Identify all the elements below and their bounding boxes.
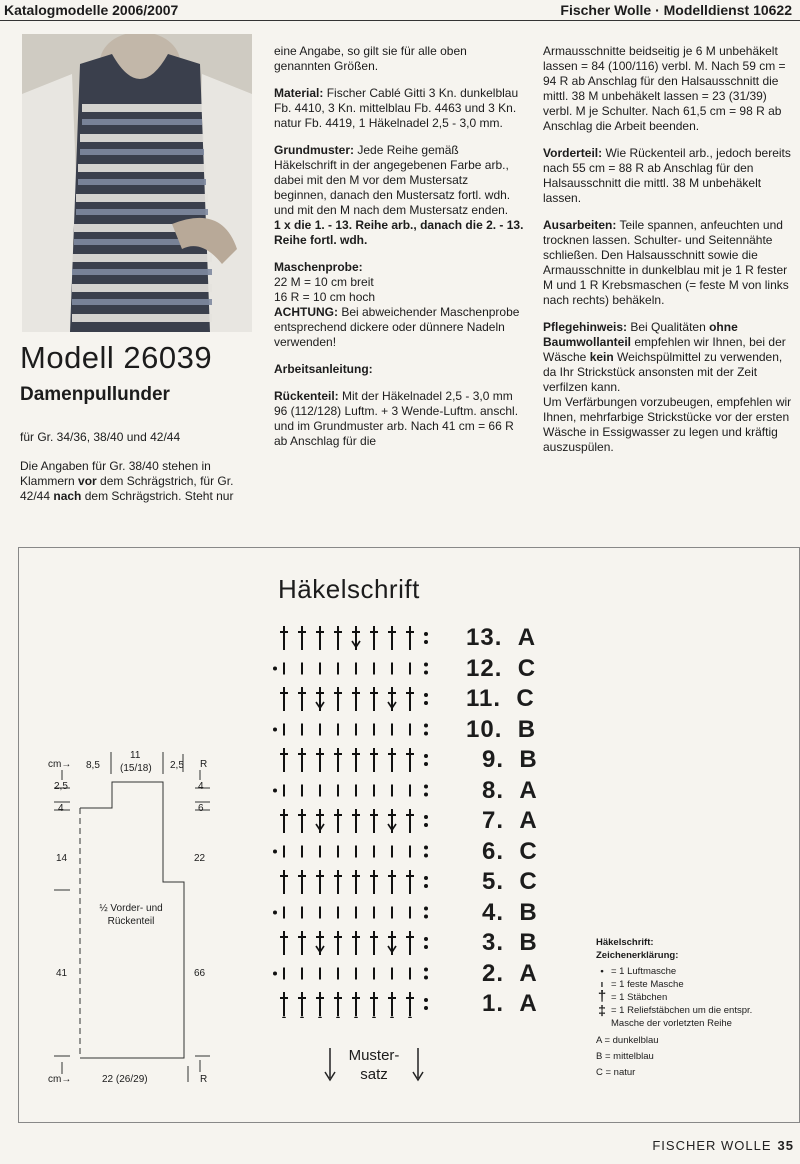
crochet-chart (270, 618, 450, 1018)
row-label: 12. C (466, 654, 537, 682)
row-label: 11. C (466, 685, 535, 712)
dot-icon: • (600, 966, 604, 977)
chart-row-2 (273, 968, 428, 980)
model-subtitle: Damenpullunder (20, 384, 170, 405)
schematic-r-bottom: R (200, 1074, 208, 1085)
bar-icon: ı (600, 979, 604, 990)
intro-text: eine Angabe, so gilt sie für alle oben genannten Größen. (274, 44, 467, 73)
dagger-icon: † (597, 988, 607, 1005)
schematic-r66: 66 (194, 968, 206, 979)
legend-a: A = dunkelblau (596, 1035, 659, 1046)
chart-row-9 (280, 748, 428, 772)
ausarbeiten-paragraph: Ausarbeiten: Teile spannen, anfeuchten und trocknen lassen. Schulter- und Seitennähte schließen. Den Halsausschnitt sowie die Armausschnitte in dunkelblau mit je 1 R fester M und 1 R Krebsmaschen (= feste M von links nach rechts) behäkeln. (543, 218, 789, 307)
model-title: Modell 26039 (20, 340, 213, 375)
chart-row-12 (273, 663, 428, 675)
schematic-r4: 4 (198, 781, 204, 792)
schematic-w3: 2,5 (170, 760, 184, 771)
legend-b: B = mittelblau (596, 1051, 654, 1062)
chart-row-13 (280, 626, 428, 650)
vest-illustration (22, 34, 252, 332)
footer-brand: FISCHER WOLLE (652, 1138, 772, 1153)
schematic-r-top: R (200, 759, 208, 770)
instructions-column-2 (274, 44, 524, 461)
chart-row-10 (273, 724, 428, 736)
page-header (0, 0, 800, 21)
legend-subtitle: Zeichenerklärung: (596, 950, 679, 961)
chain-row (282, 1017, 412, 1019)
row-label: 6. C (482, 837, 538, 865)
chart-row-4 (273, 907, 428, 919)
schematic-w2: 11 (130, 750, 141, 761)
schematic-cm-bottom: cm→ (48, 1074, 72, 1085)
instructions-column-3 (543, 44, 795, 467)
row-label: 8. A (482, 776, 538, 804)
row-label: 7. A (482, 807, 538, 834)
chart-title: Häkelschrift (278, 574, 420, 604)
chart-legend (596, 936, 752, 1079)
schematic-w2b: (15/18) (120, 763, 152, 774)
legend-staebchen: † = 1 Stäbchen (597, 988, 668, 1005)
chart-row-6 (273, 846, 428, 858)
row-label: 1. A (482, 990, 538, 1017)
mustersatz-label: Muster- satz (348, 1047, 400, 1083)
legend-relief: ‡ = 1 Reliefstäbchen um die entspr. Masche der vorletzten Reihe (596, 1004, 752, 1030)
chart-row-7 (280, 809, 428, 833)
row-label: 13. A (466, 624, 537, 651)
size-column (20, 430, 252, 516)
row-label: 9. B (482, 746, 538, 773)
maschenprobe-paragraph: Maschenprobe: 22 M = 10 cm breit 16 R = 10 cm hoch ACHTUNG: Bei abweichender Maschenprobe entsprechend dickere oder dünnere Nadeln verwenden! (274, 260, 520, 349)
ruecken-paragraph: Rückenteil: Mit der Häkelnadel 2,5 - 3,0 mm 96 (112/128) Luftm. + 3 Wende-Luftm. anschl. und im Grundmuster arb. Nach 41 cm = 66 R ab Anschlag für die (274, 389, 519, 448)
chart-row-3 (280, 931, 428, 955)
schematic-bottom-width: 22 (26/29) (102, 1074, 148, 1085)
chart-row-1 (280, 992, 428, 1016)
sizes-line: für Gr. 34/36, 38/40 und 42/44 (20, 430, 181, 444)
row-label: 4. B (482, 898, 538, 926)
schematic-l41: 41 (56, 968, 68, 979)
schematic-piece-label: ½ Vorder- und Rückenteil (99, 903, 163, 927)
legend-luftmasche: • = 1 Luftmasche (596, 965, 752, 978)
chart-row-5 (280, 870, 428, 894)
model-photo (22, 34, 252, 332)
service-title: Fischer Wolle · Modelldienst 10622 (560, 2, 792, 18)
legend-c: C = natur (596, 1067, 636, 1078)
pflege-paragraph: Pflegehinweis: Bei Qualitäten ohne Baumwollanteil empfehlen wir Ihnen, bei der Wäsche kein Weichspülmittel zu verwenden, da Ihr Strickstück ansonsten mit der Zeit verfilzen kann. Um Verfärbungen vorzubeugen, empfehlen wir Ihnen, mehrfarbige Strickstücke vor der ersten Wäsche in Essigwasser zu legen und kräftig auszuspülen. (543, 320, 792, 454)
row-label: 3. B (482, 929, 538, 956)
anleitung-heading: Arbeitsanleitung: (274, 362, 373, 376)
grundmuster-paragraph: Grundmuster: Jede Reihe gemäß Häkelschrift in der angegebenen Farbe arb., dabei mit den M vor dem Mustersatz beginnen, danach den Mustersatz fortl. wdh. und mit den M nach dem Mustersatz enden. 1 x die 1. - 13. Reihe arb., danach die 2. - 13. Reihe fortl. wdh. (274, 143, 524, 247)
schematic-r6: 6 (198, 803, 204, 814)
relief-icon: ‡ (598, 1002, 606, 1018)
ruecken-continued: Armausschnitte beidseitig je 6 M unbehäkelt lassen = 84 (100/116) verbl. M. Nach 59 cm = 94 R ab Anschlag für den Halsausschnitt die mittl. 38 M unbehäkelt lassen = 23 (31/39) verbl. M je Schulter. Nach 61,5 cm = 98 R ab Anschlag die Arbeit beenden. (543, 44, 786, 133)
size-note: Die Angaben für Gr. 38/40 stehen in Klammern vor dem Schrägstrich, für Gr. 42/44 nach dem Schrägstrich. Steht nur (20, 459, 234, 503)
schematic-l4: 4 (58, 803, 64, 814)
chart-row-8 (273, 785, 428, 797)
vorderteil-paragraph: Vorderteil: Wie Rückenteil arb., jedoch bereits nach 55 cm = 88 R ab Anschlag für den Halsausschnitt die mittl. 38 M unbehäkelt lassen. (543, 146, 791, 205)
schematic-w1: 8,5 (86, 760, 100, 771)
schematic-l14: 14 (56, 853, 68, 864)
row-label: 10. B (466, 715, 537, 743)
schematic-cm-top: cm→ (48, 759, 72, 770)
schematic-r22: 22 (194, 853, 206, 864)
schematic-l25: 2,5 (54, 781, 68, 792)
chart-row-11 (280, 687, 428, 711)
row-label: 2. A (482, 959, 538, 987)
catalog-title: Katalogmodelle 2006/2007 (4, 2, 179, 18)
row-label: 5. C (482, 868, 538, 895)
page-footer (652, 1138, 794, 1153)
legend-feste-masche: ı = 1 feste Masche (596, 978, 752, 991)
page-number: 35 (777, 1138, 794, 1153)
legend-title: Häkelschrift: (596, 937, 654, 948)
material-paragraph: Material: Fischer Cablé Gitti 3 Kn. dunkelblau Fb. 4410, 3 Kn. mittelblau Fb. 4463 und 3 Kn. natur Fb. 4419, 1 Häkelnadel 2,5 - 3,0 mm. (274, 86, 519, 130)
